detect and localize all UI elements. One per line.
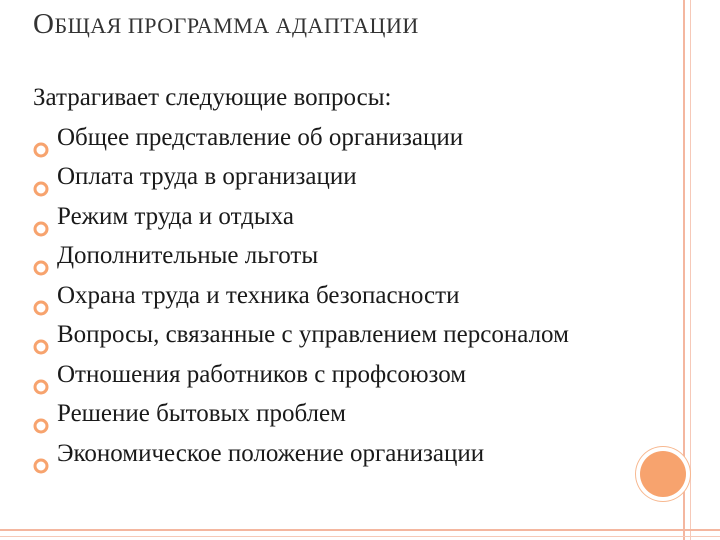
bullet-text: Оплата труда в организации — [57, 163, 357, 190]
slide-title — [33, 8, 419, 41]
bullet-item — [33, 434, 673, 474]
circle-bullet-icon — [33, 328, 49, 344]
circle-bullet-icon — [33, 210, 49, 226]
bullet-item — [33, 118, 673, 158]
bullet-item — [33, 394, 673, 434]
bullet-text: Охрана труда и техника безопасности — [57, 281, 460, 309]
circle-bullet-icon — [33, 447, 49, 463]
circle-bullet-icon — [33, 407, 49, 423]
bullet-text: Дополнительные льготы — [57, 242, 319, 269]
bullet-item — [33, 157, 673, 197]
bullet-text: Режим труда и отдыха — [57, 202, 294, 230]
circle-bullet-icon — [33, 368, 49, 384]
bullet-list — [33, 118, 673, 474]
frame-line-right-thin — [690, 0, 691, 540]
bullet-item — [33, 276, 673, 316]
frame-line-right — [683, 0, 685, 540]
circle-bullet-icon — [33, 131, 49, 147]
title-first-letter: О — [33, 8, 55, 40]
circle-bullet-icon — [33, 289, 49, 305]
circle-bullet-icon — [33, 170, 49, 186]
bullet-item — [33, 197, 673, 237]
bullet-item — [33, 355, 673, 395]
bullet-text: Общее представление об организации — [57, 123, 464, 151]
bullet-text: Решение бытовых проблем — [57, 400, 346, 427]
slide-content — [33, 78, 673, 473]
frame-line-bottom-thin — [0, 536, 720, 537]
bullet-text: Отношения работников с профсоюзом — [57, 360, 467, 388]
bullet-text: Вопросы, связанные с управлением персоналом — [57, 321, 569, 348]
intro-text: Затрагивает следующие вопросы: — [33, 84, 392, 111]
bullet-item — [33, 236, 673, 276]
frame-line-bottom — [0, 529, 720, 531]
bullet-text: Экономическое положение организации — [57, 439, 485, 467]
title-rest: БЩАЯ ПРОГРАММА АДАПТАЦИИ — [54, 13, 419, 38]
circle-bullet-icon — [33, 249, 49, 265]
bullet-item — [33, 315, 673, 355]
